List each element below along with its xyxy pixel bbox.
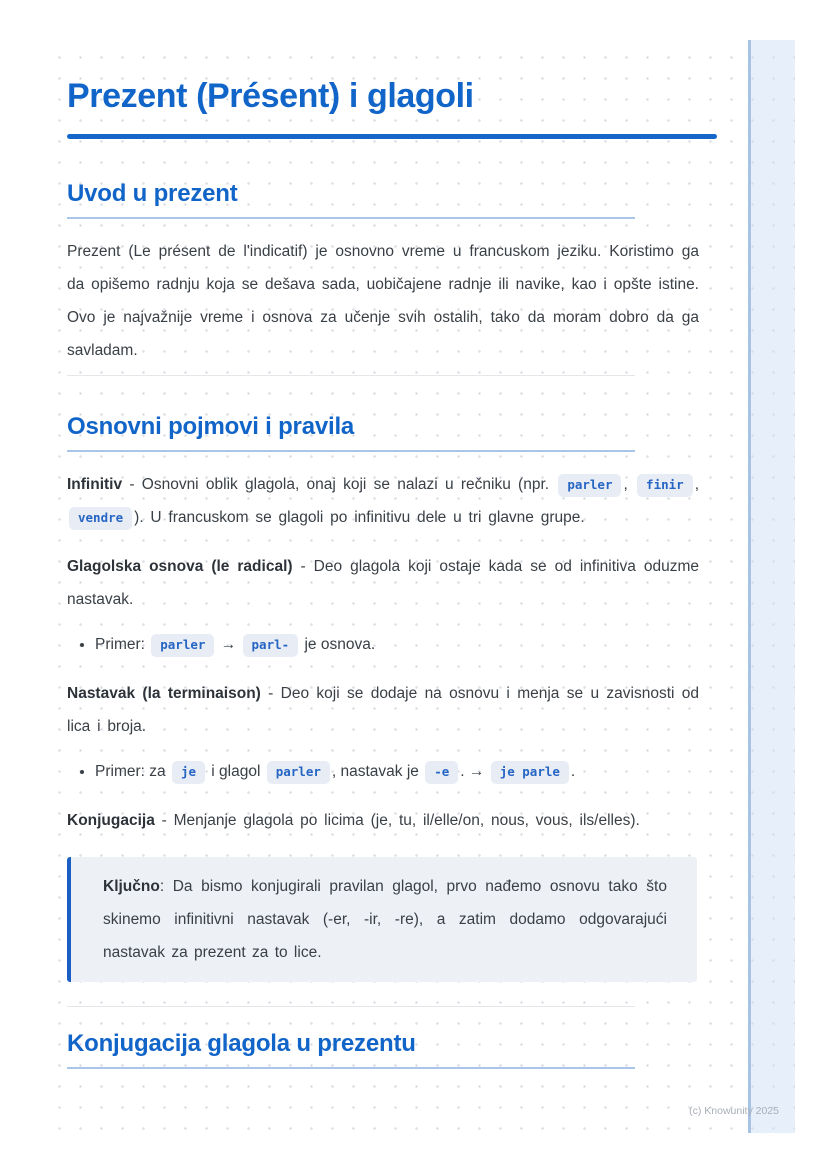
callout-text: : Da bismo konjugirali pravilan glagol, prvo nađemo osnovu tako što skinemo infinitivni nastavak (-er, -ir, -re), a zatim dodamo odgovarajući nastavak za prezent za to lice. <box>103 878 667 961</box>
inline-code-parler: parler <box>151 634 214 657</box>
inline-code-parler: parler <box>267 761 330 784</box>
example-list-nastavak <box>67 755 699 788</box>
text-segment: - Deo koji se dodaje na osnovu i menja se u zavisnosti od lica i broja. <box>67 685 700 735</box>
paragraph-infinitiv <box>67 468 699 534</box>
example-list-osnova <box>67 628 699 661</box>
term-infinitiv: Infinitiv <box>67 476 123 493</box>
section-heading-konjugacija-glagola: Konjugacija glagola u prezentu <box>67 1029 635 1069</box>
document-content <box>67 40 717 1069</box>
section-divider <box>67 1006 635 1007</box>
paragraph-nastavak <box>67 677 699 743</box>
text-segment: i glagol <box>207 763 265 780</box>
text-segment: - Osnovni oblik glagola, onaj koji se nalazi u rečniku (npr. <box>122 476 557 493</box>
text-segment: . <box>570 763 576 780</box>
callout-kljucno <box>67 857 697 982</box>
text-segment: . → <box>460 763 489 780</box>
text-segment: , <box>623 476 636 493</box>
text-segment: je osnova. <box>300 636 376 653</box>
inline-code-e-ending: -e <box>425 761 458 784</box>
section-heading-uvod: Uvod u prezent <box>67 179 635 219</box>
paragraph-glagolska-osnova <box>67 550 699 616</box>
inline-code-je: je <box>172 761 205 784</box>
section-heading-osnovni: Osnovni pojmovi i pravila <box>67 412 635 452</box>
text-segment: - Menjanje glagola po licima (je, tu, il/elle/on, nous, vous, ils/elles). <box>154 812 640 829</box>
term-nastavak: Nastavak (la terminaison) <box>67 685 261 702</box>
paragraph-konjugacija <box>67 804 699 837</box>
intro-paragraph: Prezent (Le présent de l'indicatif) je osnovno vreme u francuskom jeziku. Koristimo ga da opišemo radnju koja se dešava sada, uobičajene radnje ili navike, kao i opšte istine. Ovo je najvažnije vreme i osnova za učenje svih ostalih, tako da moram dobro da ga savladam. <box>67 243 699 359</box>
text-segment: ). U francuskom se glagoli po infinitivu dele u tri glavne grupe. <box>134 509 585 526</box>
inline-code-vendre: vendre <box>69 507 132 530</box>
arrow-glyph: → <box>216 636 241 653</box>
notebook-paper <box>45 40 795 1133</box>
page-title: Prezent (Présent) i glagoli <box>67 77 474 115</box>
example-bullet-osnova <box>95 628 699 661</box>
inline-code-finir: finir <box>637 474 693 497</box>
right-margin-strip <box>748 40 795 1133</box>
inline-code-parl: parl- <box>243 634 299 657</box>
text-segment: Primer: <box>95 636 150 653</box>
inline-code-parler: parler <box>558 474 621 497</box>
example-bullet-nastavak <box>95 755 699 788</box>
text-segment: - Deo glagola koji ostaje kada se od infinitiva oduzme nastavak. <box>67 558 699 608</box>
title-rule <box>67 134 717 139</box>
term-konjugacija: Konjugacija <box>67 812 155 829</box>
text-segment: , nastavak je <box>331 763 424 780</box>
section-divider <box>67 375 635 376</box>
inline-code-je-parle: je parle <box>491 761 569 784</box>
text-segment: , <box>694 476 699 493</box>
callout-term: Ključno <box>103 878 160 895</box>
text-segment: Primer: za <box>95 763 170 780</box>
footer-copyright: (c) Knowunity 2025 <box>689 1105 779 1117</box>
term-glagolska-osnova: Glagolska osnova (le radical) <box>67 558 293 575</box>
